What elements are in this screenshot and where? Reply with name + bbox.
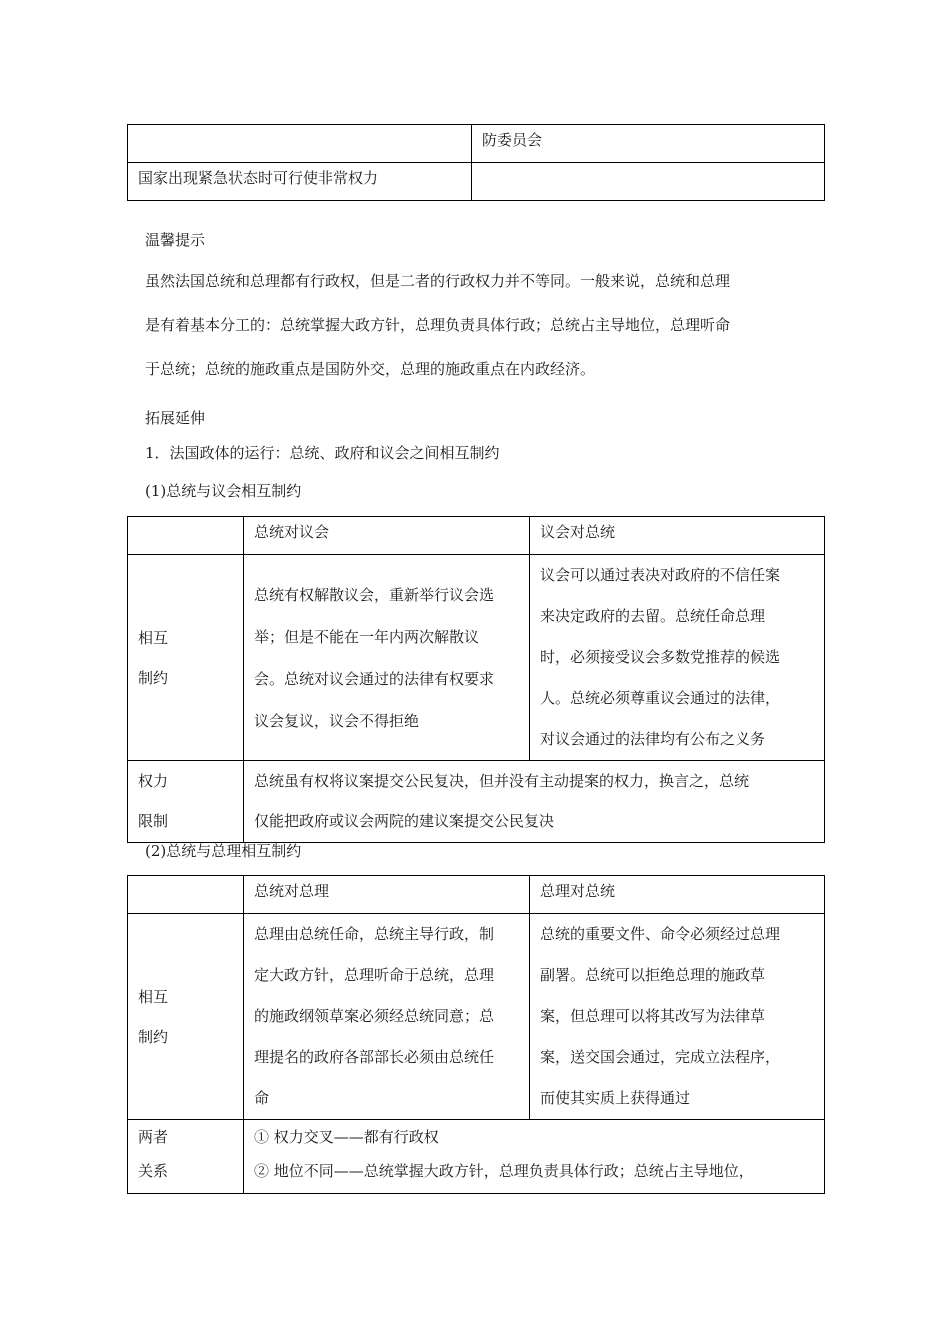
row-label-limit bbox=[128, 761, 244, 843]
cell-president-on-parliament bbox=[244, 555, 530, 761]
row-label-line: 关系 bbox=[138, 1162, 169, 1180]
top-table-cell: 防委员会 bbox=[472, 125, 825, 163]
cell-line: 定大政方针，总理听命于总统，总理 bbox=[254, 966, 495, 984]
cell-line: 总理由总统任命，总统主导行政，制 bbox=[254, 925, 495, 943]
tip-paragraph bbox=[145, 259, 825, 391]
row-label-line: 相互 bbox=[138, 628, 169, 647]
row-label-line: 相互 bbox=[138, 987, 169, 1006]
top-table-cell bbox=[472, 163, 825, 201]
table-president-premier bbox=[127, 875, 825, 1194]
cell-premier-on-president bbox=[530, 914, 825, 1120]
cell-line: 议会复议，议会不得拒绝 bbox=[254, 711, 420, 730]
row-label-line: 两者 bbox=[138, 1128, 169, 1146]
cell-line: ① 权力交叉——都有行政权 bbox=[254, 1128, 439, 1146]
tip-line: 于总统；总统的施政重点是国防外交，总理的施政重点在内政经济。 bbox=[145, 360, 596, 378]
cell-line: 举；但是不能在一年内两次解散议 bbox=[254, 627, 480, 646]
row-label-line: 权力 bbox=[138, 772, 169, 790]
cell-line: 来决定政府的去留。总统任命总理 bbox=[540, 607, 766, 625]
top-table-cell bbox=[128, 125, 472, 163]
cell-line: 总统有权解散议会，重新举行议会选 bbox=[254, 585, 495, 604]
row-label-line: 制约 bbox=[138, 1027, 169, 1046]
row-label-relation bbox=[128, 1120, 244, 1194]
cell-line: ② 地位不同——总统掌握大政方针，总理负责具体行政；总统占主导地位， bbox=[254, 1162, 754, 1180]
table-header-cell: 总统对议会 bbox=[244, 517, 530, 555]
cell-line: 总统的重要文件、命令必须经过总理 bbox=[540, 925, 781, 943]
tip-title: 温馨提示 bbox=[145, 231, 206, 249]
cell-line: 时，必须接受议会多数党推荐的候选 bbox=[540, 648, 781, 666]
cell-line: 仅能把政府或议会两院的建议案提交公民复决 bbox=[254, 812, 555, 830]
cell-line: 而使其实质上获得通过 bbox=[540, 1089, 691, 1107]
row-label-mutual bbox=[128, 555, 244, 761]
row-label-mutual bbox=[128, 914, 244, 1120]
extension-subheading-2: (2)总统与总理相互制约 bbox=[145, 842, 302, 860]
extension-item-1: 1．法国政体的运行：总统、政府和议会之间相互制约 bbox=[145, 444, 500, 462]
cell-line: 理提名的政府各部部长必须由总统任 bbox=[254, 1048, 495, 1066]
cell-president-on-premier bbox=[244, 914, 530, 1120]
cell-line: 案，送交国会通过，完成立法程序， bbox=[540, 1048, 781, 1066]
row-label-line: 制约 bbox=[138, 668, 169, 687]
cell-line: 对议会通过的法律均有公布之义务 bbox=[540, 730, 766, 748]
cell-line: 案，但总理可以将其改写为法律草 bbox=[540, 1007, 766, 1025]
top-table bbox=[127, 124, 825, 201]
cell-line: 副署。总统可以拒绝总理的施政草 bbox=[540, 966, 766, 984]
table-president-parliament bbox=[127, 516, 825, 843]
cell-power-limit bbox=[244, 761, 825, 843]
cell-line: 总统虽有权将议案提交公民复决，但并没有主动提案的权力，换言之，总统 bbox=[254, 772, 750, 790]
cell-line: 命 bbox=[254, 1089, 270, 1107]
table-header-cell: 总统对总理 bbox=[244, 876, 530, 914]
extension-subheading-1: (1)总统与议会相互制约 bbox=[145, 482, 302, 500]
tip-line: 虽然法国总统和总理都有行政权，但是二者的行政权力并不等同。一般来说，总统和总理 bbox=[145, 272, 731, 290]
table-header-cell bbox=[128, 876, 244, 914]
tip-line: 是有着基本分工的：总统掌握大政方针，总理负责具体行政；总统占主导地位，总理听命 bbox=[145, 316, 731, 334]
table-header-cell bbox=[128, 517, 244, 555]
row-label-line: 限制 bbox=[138, 812, 169, 830]
cell-line: 人。总统必须尊重议会通过的法律， bbox=[540, 689, 781, 707]
top-table-cell: 国家出现紧急状态时可行使非常权力 bbox=[128, 163, 472, 201]
table-header-cell: 议会对总统 bbox=[530, 517, 825, 555]
cell-line: 的施政纲领草案必须经总统同意；总 bbox=[254, 1007, 495, 1025]
table-header-cell: 总理对总统 bbox=[530, 876, 825, 914]
extension-title: 拓展延伸 bbox=[145, 409, 206, 427]
cell-parliament-on-president bbox=[530, 555, 825, 761]
cell-line: 议会可以通过表决对政府的不信任案 bbox=[540, 566, 781, 584]
cell-line: 会。总统对议会通过的法律有权要求 bbox=[254, 669, 495, 688]
cell-relation bbox=[244, 1120, 825, 1194]
